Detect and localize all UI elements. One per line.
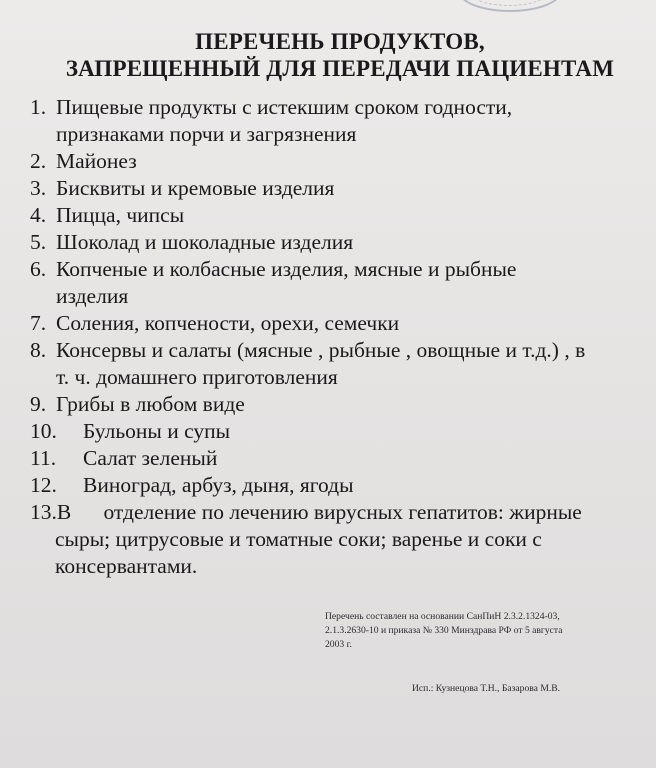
item-text-continued: изделия — [56, 284, 129, 308]
item-number: 12. — [30, 473, 57, 497]
item-text: Майонез — [56, 149, 137, 173]
source-note-line-1: Перечень составлен на основании СанПиН 2.3.2.1324-03, — [325, 611, 560, 622]
list-item-13 — [30, 499, 640, 580]
list-item-9 — [30, 391, 640, 418]
item-text: В отделение по лечению вирусных гепатитов: жирные — [56, 500, 582, 524]
item-text: Шоколад и шоколадные изделия — [56, 230, 354, 254]
item-text: Салат зеленый — [83, 446, 218, 470]
item-text: Пицца, чипсы — [56, 203, 185, 227]
item-text: Консервы и салаты (мясные , рыбные , овощные и т.д.) , в — [56, 338, 586, 362]
item-number: 13. — [30, 500, 57, 524]
source-note-line-3: 2003 г. — [325, 639, 352, 650]
item-number: 10. — [30, 419, 57, 443]
item-number: 9. — [30, 392, 47, 416]
list-item-11 — [30, 445, 640, 472]
source-note-line-2: 2.1.3.2630-10 и приказа № 330 Минздрава РФ от 5 августа — [325, 625, 563, 636]
item-number: 2. — [30, 149, 47, 173]
item-text-continued: сыры; цитрусовые и томатные соки; варенье и соки с — [55, 527, 542, 551]
list-item-5 — [30, 229, 640, 256]
item-text-continued-2: консервантами. — [55, 554, 198, 578]
item-number: 11. — [30, 446, 57, 470]
source-note — [325, 610, 625, 652]
item-number: 5. — [30, 230, 47, 254]
list-item-7 — [30, 310, 640, 337]
list-item-2 — [30, 148, 640, 175]
item-number: 1. — [30, 95, 47, 119]
item-text: Соления, копчености, орехи, семечки — [56, 311, 400, 335]
list-item-1 — [30, 94, 640, 148]
list-item-4 — [30, 202, 640, 229]
document-title-line-2: ЗАПРЕЩЕННЫЙ ДЛЯ ПЕРЕДАЧИ ПАЦИЕНТАМ — [65, 56, 615, 81]
item-text: Копченые и колбасные изделия, мясные и рыбные — [56, 257, 517, 281]
item-number: 8. — [30, 338, 47, 362]
item-number: 3. — [30, 176, 47, 200]
prohibited-products-list — [30, 94, 640, 580]
item-number: 6. — [30, 257, 47, 281]
item-text: Грибы в любом виде — [56, 392, 245, 416]
list-item-10 — [30, 418, 640, 445]
item-text: Бульоны и супы — [83, 419, 231, 443]
item-text-continued: признаками порчи и загрязнения — [56, 122, 357, 146]
item-text: Виноград, арбуз, дыня, ягоды — [83, 473, 354, 497]
list-item-12 — [30, 472, 640, 499]
list-item-8 — [30, 337, 640, 391]
list-item-3 — [30, 175, 640, 202]
item-number: 4. — [30, 203, 47, 227]
document-title-line-1: ПЕРЕЧЕНЬ ПРОДУКТОВ, — [195, 29, 485, 54]
item-text: Пищевые продукты с истекшим сроком годности, — [56, 95, 513, 119]
item-text: Бисквиты и кремовые изделия — [56, 176, 335, 200]
item-text-continued: т. ч. домашнего приготовления — [56, 365, 338, 389]
executors-signature: Исп.: Кузнецова Т.Н., Базарова М.В. — [412, 683, 561, 694]
list-item-6 — [30, 256, 640, 310]
item-number: 7. — [30, 311, 47, 335]
